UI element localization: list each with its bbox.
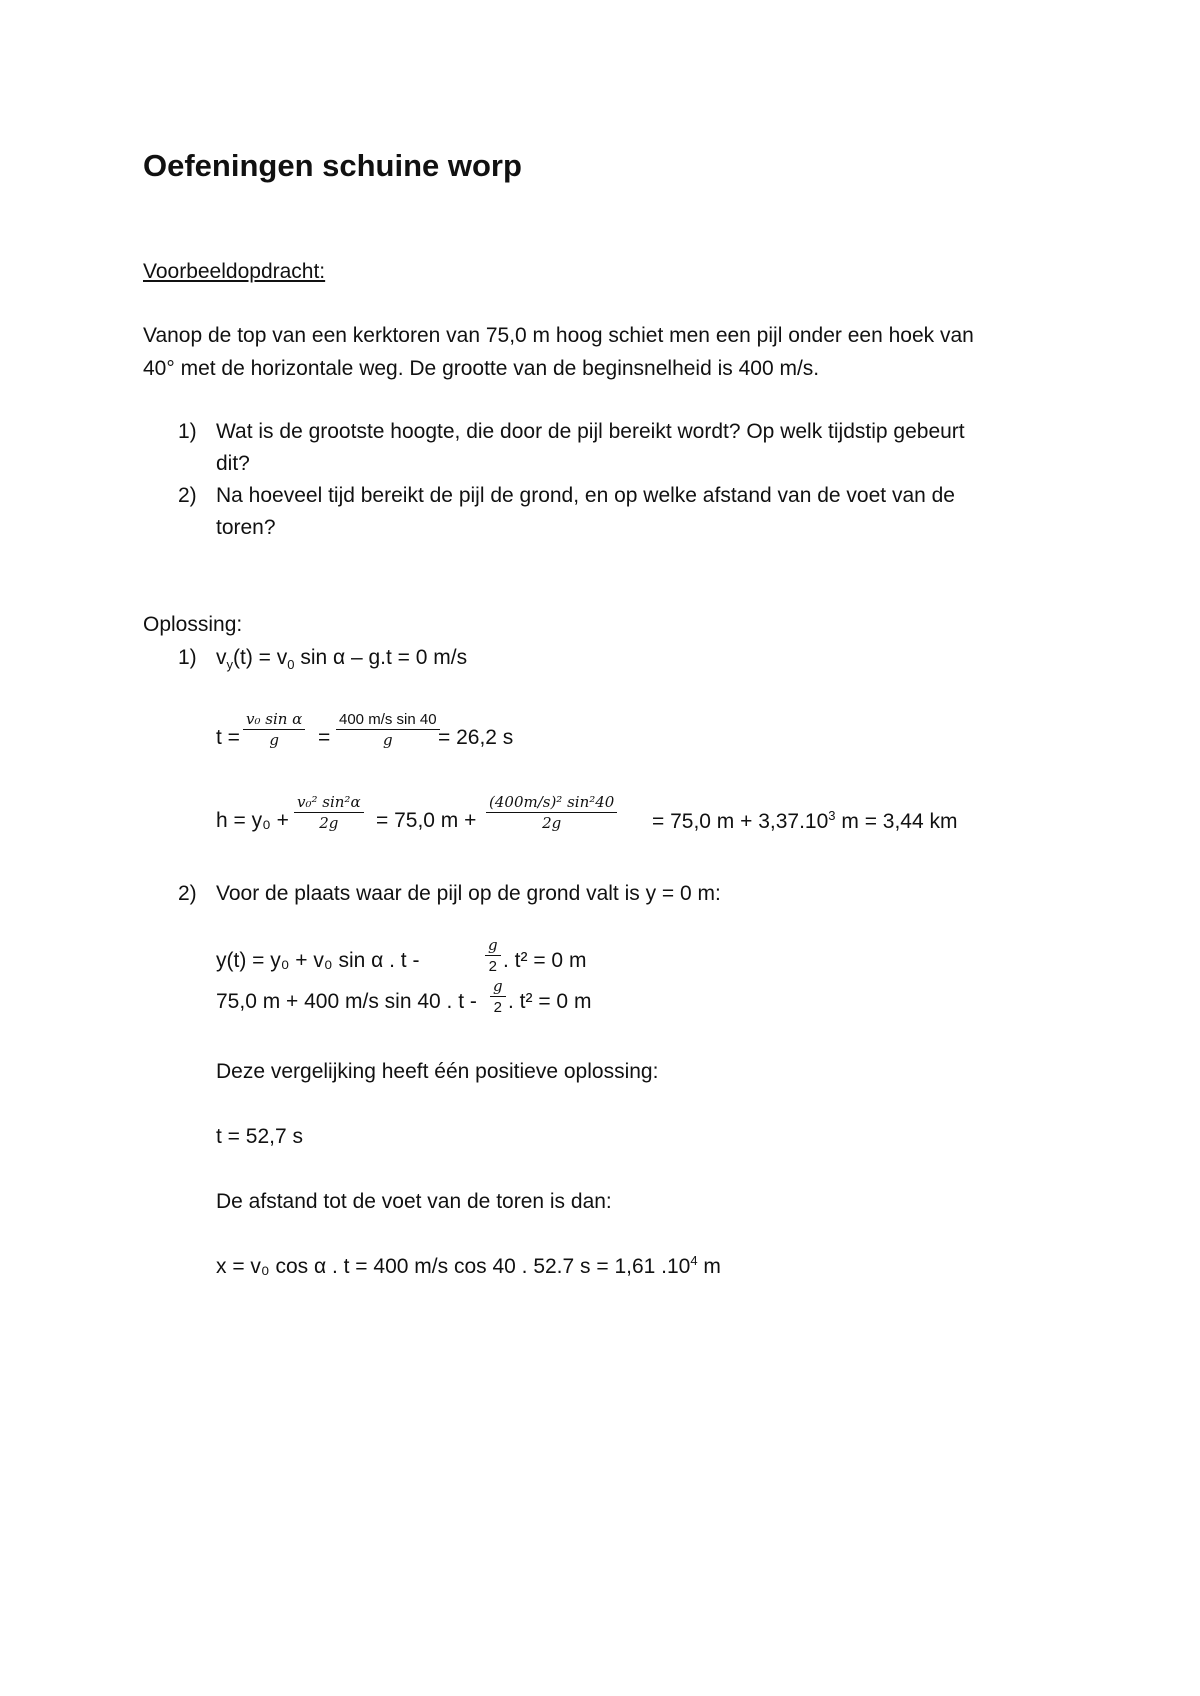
numeric-equation-rhs: . t² = 0 m	[508, 990, 592, 1013]
numeric-equation-lhs: 75,0 m + 400 m/s sin 40 . t -	[216, 990, 477, 1013]
h-equation-lhs: h = y₀ +	[216, 809, 289, 832]
vy-equation: $v_y(t) = v_0$ sin α – g.t = 0 m/s	[216, 646, 468, 673]
y-equation-fraction: g 2	[485, 938, 501, 974]
question-1-line-2: dit?	[216, 452, 250, 475]
t-fraction-2: 400 m/s sin 40 g	[336, 712, 440, 748]
y-equation-rhs: . t² = 0 m	[503, 949, 587, 972]
h-fraction-2: (400m/s)² sin²40 2g	[486, 795, 617, 831]
t-result: t = 52,7 s	[216, 1125, 303, 1148]
question-1-number: 1)	[178, 420, 197, 443]
solution-2-number: 2)	[178, 882, 197, 905]
t-equation-lhs: t =	[216, 726, 240, 749]
y-equation-lhs: y(t) = y₀ + v₀ sin α . t -	[216, 949, 420, 972]
h-equation-result: = 75,0 $m + 3,37.10^3$ m = 3,44 km	[652, 808, 958, 833]
page-title: Oefeningen schuine worp	[143, 148, 522, 183]
distance-intro: De afstand tot de voet van de toren is dan:	[216, 1190, 612, 1213]
question-2-line-2: toren?	[216, 516, 276, 539]
t-fraction-1: v₀ sin α g	[243, 712, 305, 748]
question-2-line-1: Na hoeveel tijd bereikt de pijl de grond, en op welke afstand van de voet van de	[216, 484, 955, 507]
t-equation-eq2: =	[318, 726, 331, 749]
t-equation-result: = 26,2 s	[438, 726, 514, 749]
intro-line-2: 40° met de horizontale weg. De grootte van de beginsnelheid is 400 m/s.	[143, 357, 820, 380]
example-heading: Voorbeeldopdracht:	[143, 260, 326, 283]
question-1-line-1: Wat is de grootste hoogte, die door de pijl bereikt wordt? Op welk tijdstip gebeurt	[216, 420, 965, 443]
h-fraction-1: v₀² sin²α 2g	[294, 795, 364, 831]
solution-1-number: 1)	[178, 646, 197, 669]
solution-heading: Oplossing:	[143, 613, 243, 636]
solution-2-intro: Voor de plaats waar de pijl op de grond valt is y = 0 m:	[216, 882, 721, 905]
solution-note: Deze vergelijking heeft één positieve oplossing:	[216, 1060, 659, 1083]
intro-line-1: Vanop de top van een kerktoren van 75,0 m hoog schiet men een pijl onder een hoek van	[143, 324, 974, 347]
numeric-equation-fraction: g 2	[490, 979, 506, 1015]
x-equation: x = v₀ cos α . t = 400 m/s cos 40 . 52.7 s = 1,61 $.10^4$ m	[216, 1253, 721, 1278]
question-2-number: 2)	[178, 484, 197, 507]
h-equation-mid: = 75,0 m +	[376, 809, 477, 832]
